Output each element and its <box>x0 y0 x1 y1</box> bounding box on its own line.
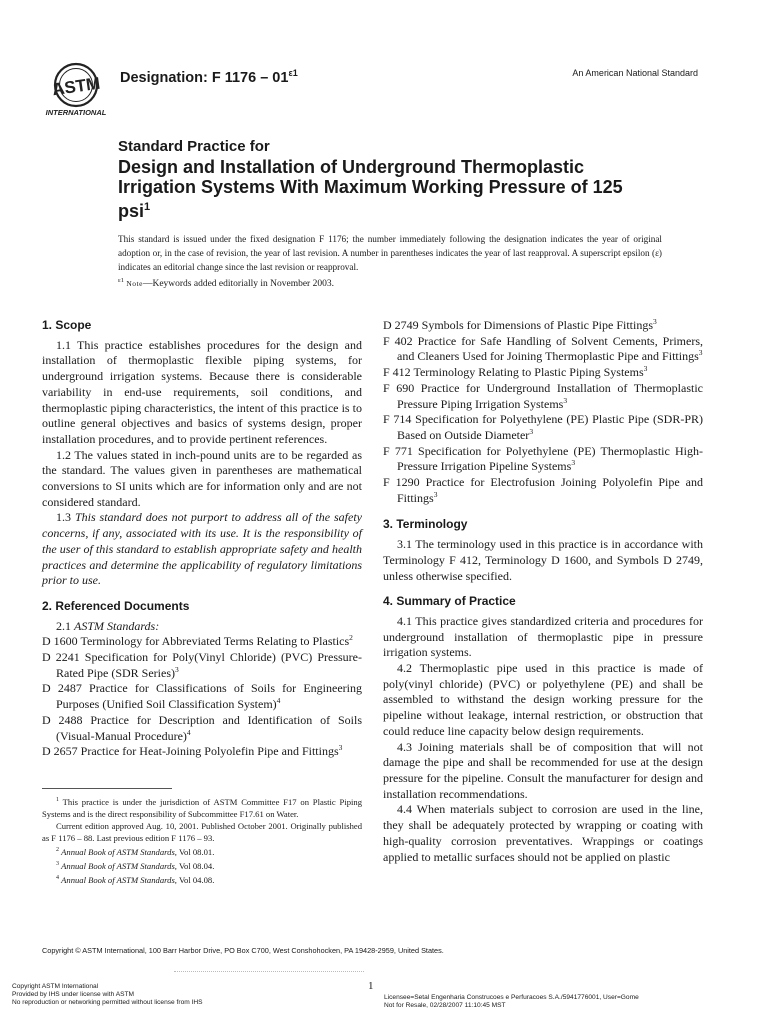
designation-superscript: ε1 <box>288 68 298 78</box>
paragraph-4-3: 4.3 Joining materials shall be of composition that will not damage the pipe and shall be recommended for use at the design pressure for the pipeline. Consult the manufacturer for design and installation recommendations. <box>383 739 703 801</box>
title-block <box>118 138 658 221</box>
section-heading-summary: 4. Summary of Practice <box>383 594 516 609</box>
svg-text:ASTM: ASTM <box>51 73 102 100</box>
designation: Designation: F $1176 - 01^{\varepsilon 1}$ <box>120 68 298 86</box>
reference-item: F 1290 Practice for Electrofusion Joining Polyolefin Pipe and Fittings$^3$ <box>383 475 703 505</box>
reference-item: D 2488 Practice for Description and Identification of Soils (Visual-Manual Procedure)$^4$ <box>42 712 362 743</box>
reference-item: F 771 Specification for Polyethylene (PE) Thermoplastic High-Pressure Irrigation Pipeline Systems$^3$ <box>383 443 703 474</box>
footnote-1: $^1$ This practice is under the jurisdiction of ASTM Committee F17 on Plastic Piping Systems and is the direct responsibility of Subcommittee F17.61 on Water. <box>42 796 362 819</box>
reference-item: F 714 Specification for Polyethylene (PE) Plastic Pipe (SDR-PR) Based on Outside Diameter$^3$ <box>383 412 703 442</box>
american-national-standard: An American National Standard <box>572 68 698 78</box>
reference-item: F 690 Practice for Underground Installation of Thermoplastic Pressure Piping Irrigation Systems$^3$ <box>383 380 703 411</box>
reference-item: D 2487 Practice for Classifications of Soils for Engineering Purposes (Unified Soil Classification System)$^4$ <box>42 681 362 712</box>
paragraph-4-2: 4.2 Thermoplastic pipe used in this practice is made of poly(vinyl chloride) (PVC) or polyethylene (PE) and shall be assembled to withstand the design working pressure for the pipeline without leakage, internal restriction, or obstruction that could reduce line capacity below design requirements. <box>383 661 703 738</box>
license-info-right: Licensee=Setal Engenharia Construcoes e Perfuracoes S.A./5941776001, User=Gome Not for Resale, 02/28/2007 11:10:45 MST <box>384 994 639 1009</box>
footnote-divider <box>42 788 172 789</box>
reference-item: F 412 Terminology Relating to Plastic Piping Systems$^3$ <box>383 364 648 380</box>
paragraph-1-3: 1.3 This standard does not purport to address all of the safety concerns, if any, associated with its use. It is the responsibility of the user of this standard to establish appropriate safety and health practices and determine the applicability of regulatory limitations prior to use. <box>42 510 363 588</box>
footnote-1-edition: Current edition approved Aug. 10, 2001. Published October 2001. Originally published as F 1176 – 88. Last previous edition F 1176 – 93. <box>42 820 362 843</box>
astm-logo <box>38 62 114 118</box>
reference-item: D 2657 Practice for Heat-Joining Polyolefin Pipe and Fittings$^3$ <box>42 743 343 759</box>
paragraph-1-2: 1.2 The values stated in inch-pound units are to be regarded as the standard. The values given in parentheses are mathematical conversions to SI units which are for information only and are not considered standard. <box>42 447 362 509</box>
left-column <box>42 318 362 760</box>
title-prefix: Standard Practice for <box>118 138 270 155</box>
svg-text:INTERNATIONAL: INTERNATIONAL <box>45 108 107 117</box>
footnotes <box>42 794 362 885</box>
right-column <box>383 318 703 865</box>
document-title: Design and Installation of Underground Thermoplastic Irrigation Systems With Maximum Working Pressure of 125 psi$^1$ <box>118 157 623 221</box>
copyright-line: Copyright © ASTM International, 100 Barr Harbor Drive, PO Box C700, West Conshohocken, PA 19428-2959, United States. <box>42 946 444 955</box>
designation-notice: This standard is issued under the fixed designation F 1176; the number immediately following the designation indicates the year of original adoption or, in the case of revision, the year of last revision. A number in parentheses indicates the year of last reapproval. A superscript epsilon (ε) indicates an editorial change since the last revision or reapproval. <box>118 234 662 272</box>
section-heading-referenced-documents: 2. Referenced Documents <box>42 598 190 613</box>
footnote-4: $^4$ Annual Book of ASTM Standards, Vol 04.08. <box>56 874 215 885</box>
paragraph-1-1: 1.1 This practice establishes procedures for the design and installation of thermoplastic flexible piping systems, for underground irrigation systems. Because there is considerable variability in end-use requirements, soil conditions, and thermoplastic piping characteristics, the intent of this practice is to outline general objectives and basics of systems design, proper installation procedures, and to provide pertinent references. <box>42 337 362 446</box>
reference-item: F 402 Practice for Safe Handling of Solvent Cements, Primers, and Cleaners Used for Joining Thermoplastic Pipe and Fittings$^3$ <box>383 333 703 364</box>
page-number: 1 <box>368 980 374 992</box>
left-reference-list <box>42 634 362 760</box>
paragraph-3-1: 3.1 The terminology used in this practice is in accordance with Terminology F 412, Terminology D 1600, and Symbols D 2749, unless otherwise specified. <box>383 537 703 583</box>
reference-item: D 2749 Symbols for Dimensions of Plastic Pipe Fittings$^3$ <box>383 317 657 332</box>
paragraph-4-1: 4.1 This practice gives standardized criteria and procedures for underground installation of thermoplastic pipe in pressure irrigation systems. <box>383 613 703 660</box>
reference-item: D 1600 Terminology for Abbreviated Terms Relating to Plastics$^2$ <box>42 633 353 649</box>
dotted-divider <box>174 971 364 973</box>
section-heading-scope: 1. Scope <box>42 318 92 332</box>
section-heading-terminology: 3. Terminology <box>383 517 468 532</box>
paragraph-4-4: 4.4 When materials subject to corrosion are used in the line, they shall be adequately protected by wrapping or coating with high-quality corrosion preventatives. Wrappings or coatings applied to metallic surfaces should not be applied on plastic <box>383 802 703 864</box>
editorial-note: $^{\varepsilon 1}$ Note—Keywords added editorially in November 2003. <box>118 277 334 290</box>
license-info-left: Copyright ASTM International Provided by IHS under license with ASTM No reproduction or networking permitted without license from IHS <box>12 983 203 1006</box>
astm-standards-label: 2.1 ASTM Standards: <box>56 618 160 633</box>
footnote-2: $^2$ Annual Book of ASTM Standards, Vol 08.01. <box>56 846 215 857</box>
right-reference-list <box>383 318 703 506</box>
footnote-3: $^3$ Annual Book of ASTM Standards, Vol 08.04. <box>56 860 215 871</box>
reference-item: D 2241 Specification for Poly(Vinyl Chloride) (PVC) Pressure-Rated Pipe (SDR Series)$^3$ <box>42 650 362 680</box>
